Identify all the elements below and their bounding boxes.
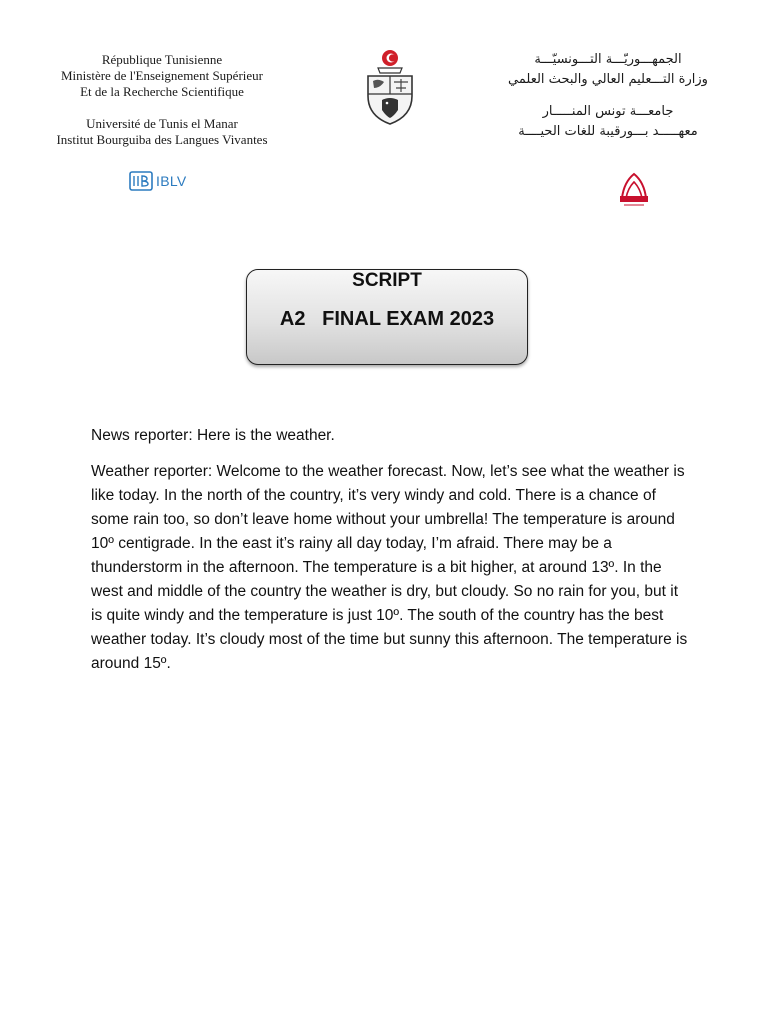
iblv-logo xyxy=(128,167,187,195)
french-letterhead xyxy=(40,52,284,148)
institute-label: Institut Bourguiba des Langues Vivantes xyxy=(56,132,268,147)
university-logo-icon xyxy=(614,168,654,208)
ministry-label: Ministère de l'Enseignement Supérieur xyxy=(61,68,263,83)
iblv-logo-icon xyxy=(128,168,154,194)
title-box xyxy=(246,269,528,365)
university-label: Université de Tunis el Manar xyxy=(86,116,238,131)
script-paragraph-weather-reporter: Weather reporter: Welcome to the weather forecast. Now, let’s see what the weather is like today. In the north of the country, it’s very windy and cold. There is a chance of some rain too, so don’t leave home without your umbrella! The temperature is around 10º centigrade. In the east it’s rainy all day today, I’m afraid. There may be a thunderstorm in the afternoon. The temperature is a bit higher, at around 13º. In the west and middle of the country the weather is dry, but cloudy. So no rain for you, but it is quite windy and the temperature is just 10º. The south of the country has the best weather today. It’s cloudy most of the time but sunny this afternoon. The temperature is around 15º. xyxy=(91,463,688,672)
script-text xyxy=(91,424,691,688)
arabic-letterhead xyxy=(488,50,728,142)
script-paragraph-news-reporter: News reporter: Here is the weather. xyxy=(91,427,335,444)
iblv-logo-text: IBLV xyxy=(156,173,187,189)
coat-of-arms-icon xyxy=(360,48,420,128)
script-heading: SCRIPT xyxy=(352,270,422,291)
exam-title: A2 FINAL EXAM 2023 xyxy=(279,308,495,330)
ministry-label-cont: Et de la Recherche Scientifique xyxy=(80,84,244,99)
institute-label-ar: معهـــــد بـــورقيبة للغات الحيــــة xyxy=(518,124,698,139)
republic-label-ar: الجمهـــوريّـــة التـــونسيّـــة xyxy=(534,52,682,67)
republic-label: République Tunisienne xyxy=(101,52,223,67)
ministry-label-ar: وزارة التـــعليم العالي والبحث العلمي xyxy=(508,72,708,87)
university-label-ar: جامعـــة تونس المنـــــار xyxy=(542,104,674,119)
